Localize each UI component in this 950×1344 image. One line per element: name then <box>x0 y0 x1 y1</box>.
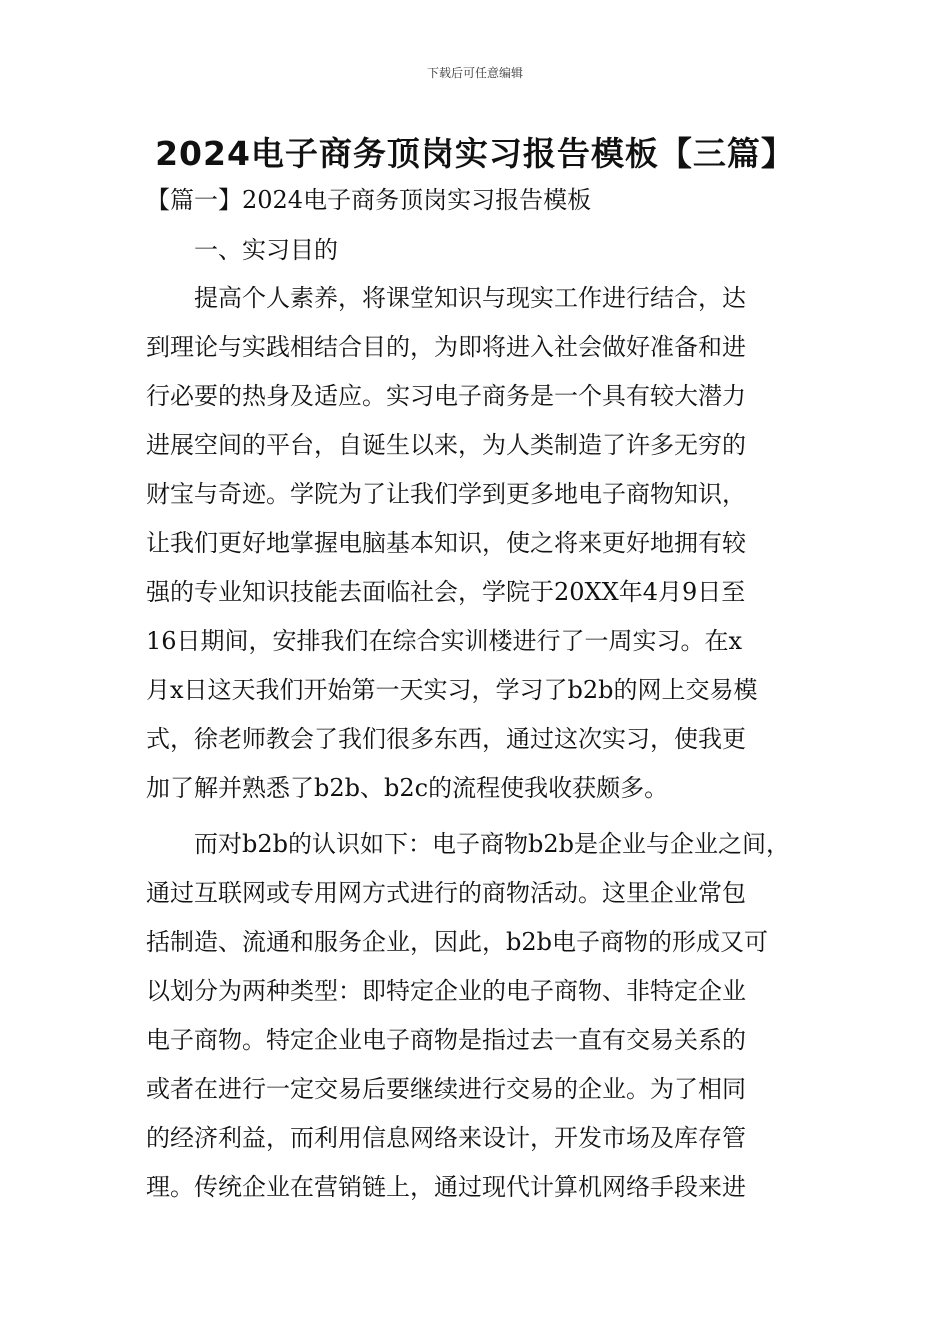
paragraph-line: 括制造、流通和服务企业，因此，b2b电子商物的形成又可 <box>146 928 768 956</box>
header-note: 下载后可任意编辑 <box>426 66 523 80</box>
paragraph-line: 加了解并熟悉了b2b、b2c的流程使我收获颇多。 <box>146 774 669 802</box>
paragraph-line: 或者在进行一定交易后要继续进行交易的企业。为了相同 <box>146 1075 746 1103</box>
paragraph-line: 提高个人素养，将课堂知识与现实工作进行结合，达 <box>146 284 746 312</box>
paragraph-line: 让我们更好地掌握电脑基本知识，使之将来更好地拥有较 <box>146 529 746 557</box>
paragraph-line: 月x日这天我们开始第一天实习，学习了b2b的网上交易模 <box>146 676 758 704</box>
paragraph-line: 强的专业知识技能去面临社会，学院于20XX年4月9日至 <box>146 578 746 606</box>
document-title: 2024电子商务顶岗实习报告模板【三篇】 <box>155 134 795 173</box>
paragraph-line: 财宝与奇迹。学院为了让我们学到更多地电子商物知识， <box>146 480 746 508</box>
paragraph-line: 到理论与实践相结合目的，为即将进入社会做好准备和进 <box>146 333 746 361</box>
paragraph-line: 16日期间，安排我们在综合实训楼进行了一周实习。在x <box>146 627 743 655</box>
paragraph-line: 而对b2b的认识如下：电子商物b2b是企业与企业之间， <box>146 830 790 858</box>
paragraph-line: 电子商物。特定企业电子商物是指过去一直有交易关系的 <box>146 1026 746 1054</box>
paragraph-line: 进展空间的平台，自诞生以来，为人类制造了许多无穷的 <box>146 431 746 459</box>
paragraph-line: 通过互联网或专用网方式进行的商物活动。这里企业常包 <box>146 879 746 907</box>
paragraph-line: 行必要的热身及适应。实习电子商务是一个具有较大潜力 <box>146 382 746 410</box>
paragraph-line: 理。传统企业在营销链上，通过现代计算机网络手段来进 <box>146 1173 746 1201</box>
paragraph-line: 式，徐老师教会了我们很多东西，通过这次实习，使我更 <box>146 725 746 753</box>
paragraph-line: 的经济利益，而利用信息网络来设计，开发市场及库存管 <box>146 1124 746 1152</box>
section-heading: 【篇一】2024电子商务顶岗实习报告模板 <box>146 186 592 214</box>
subheading: 一、实习目的 <box>194 236 338 264</box>
paragraph-line: 以划分为两种类型：即特定企业的电子商物、非特定企业 <box>146 977 746 1005</box>
